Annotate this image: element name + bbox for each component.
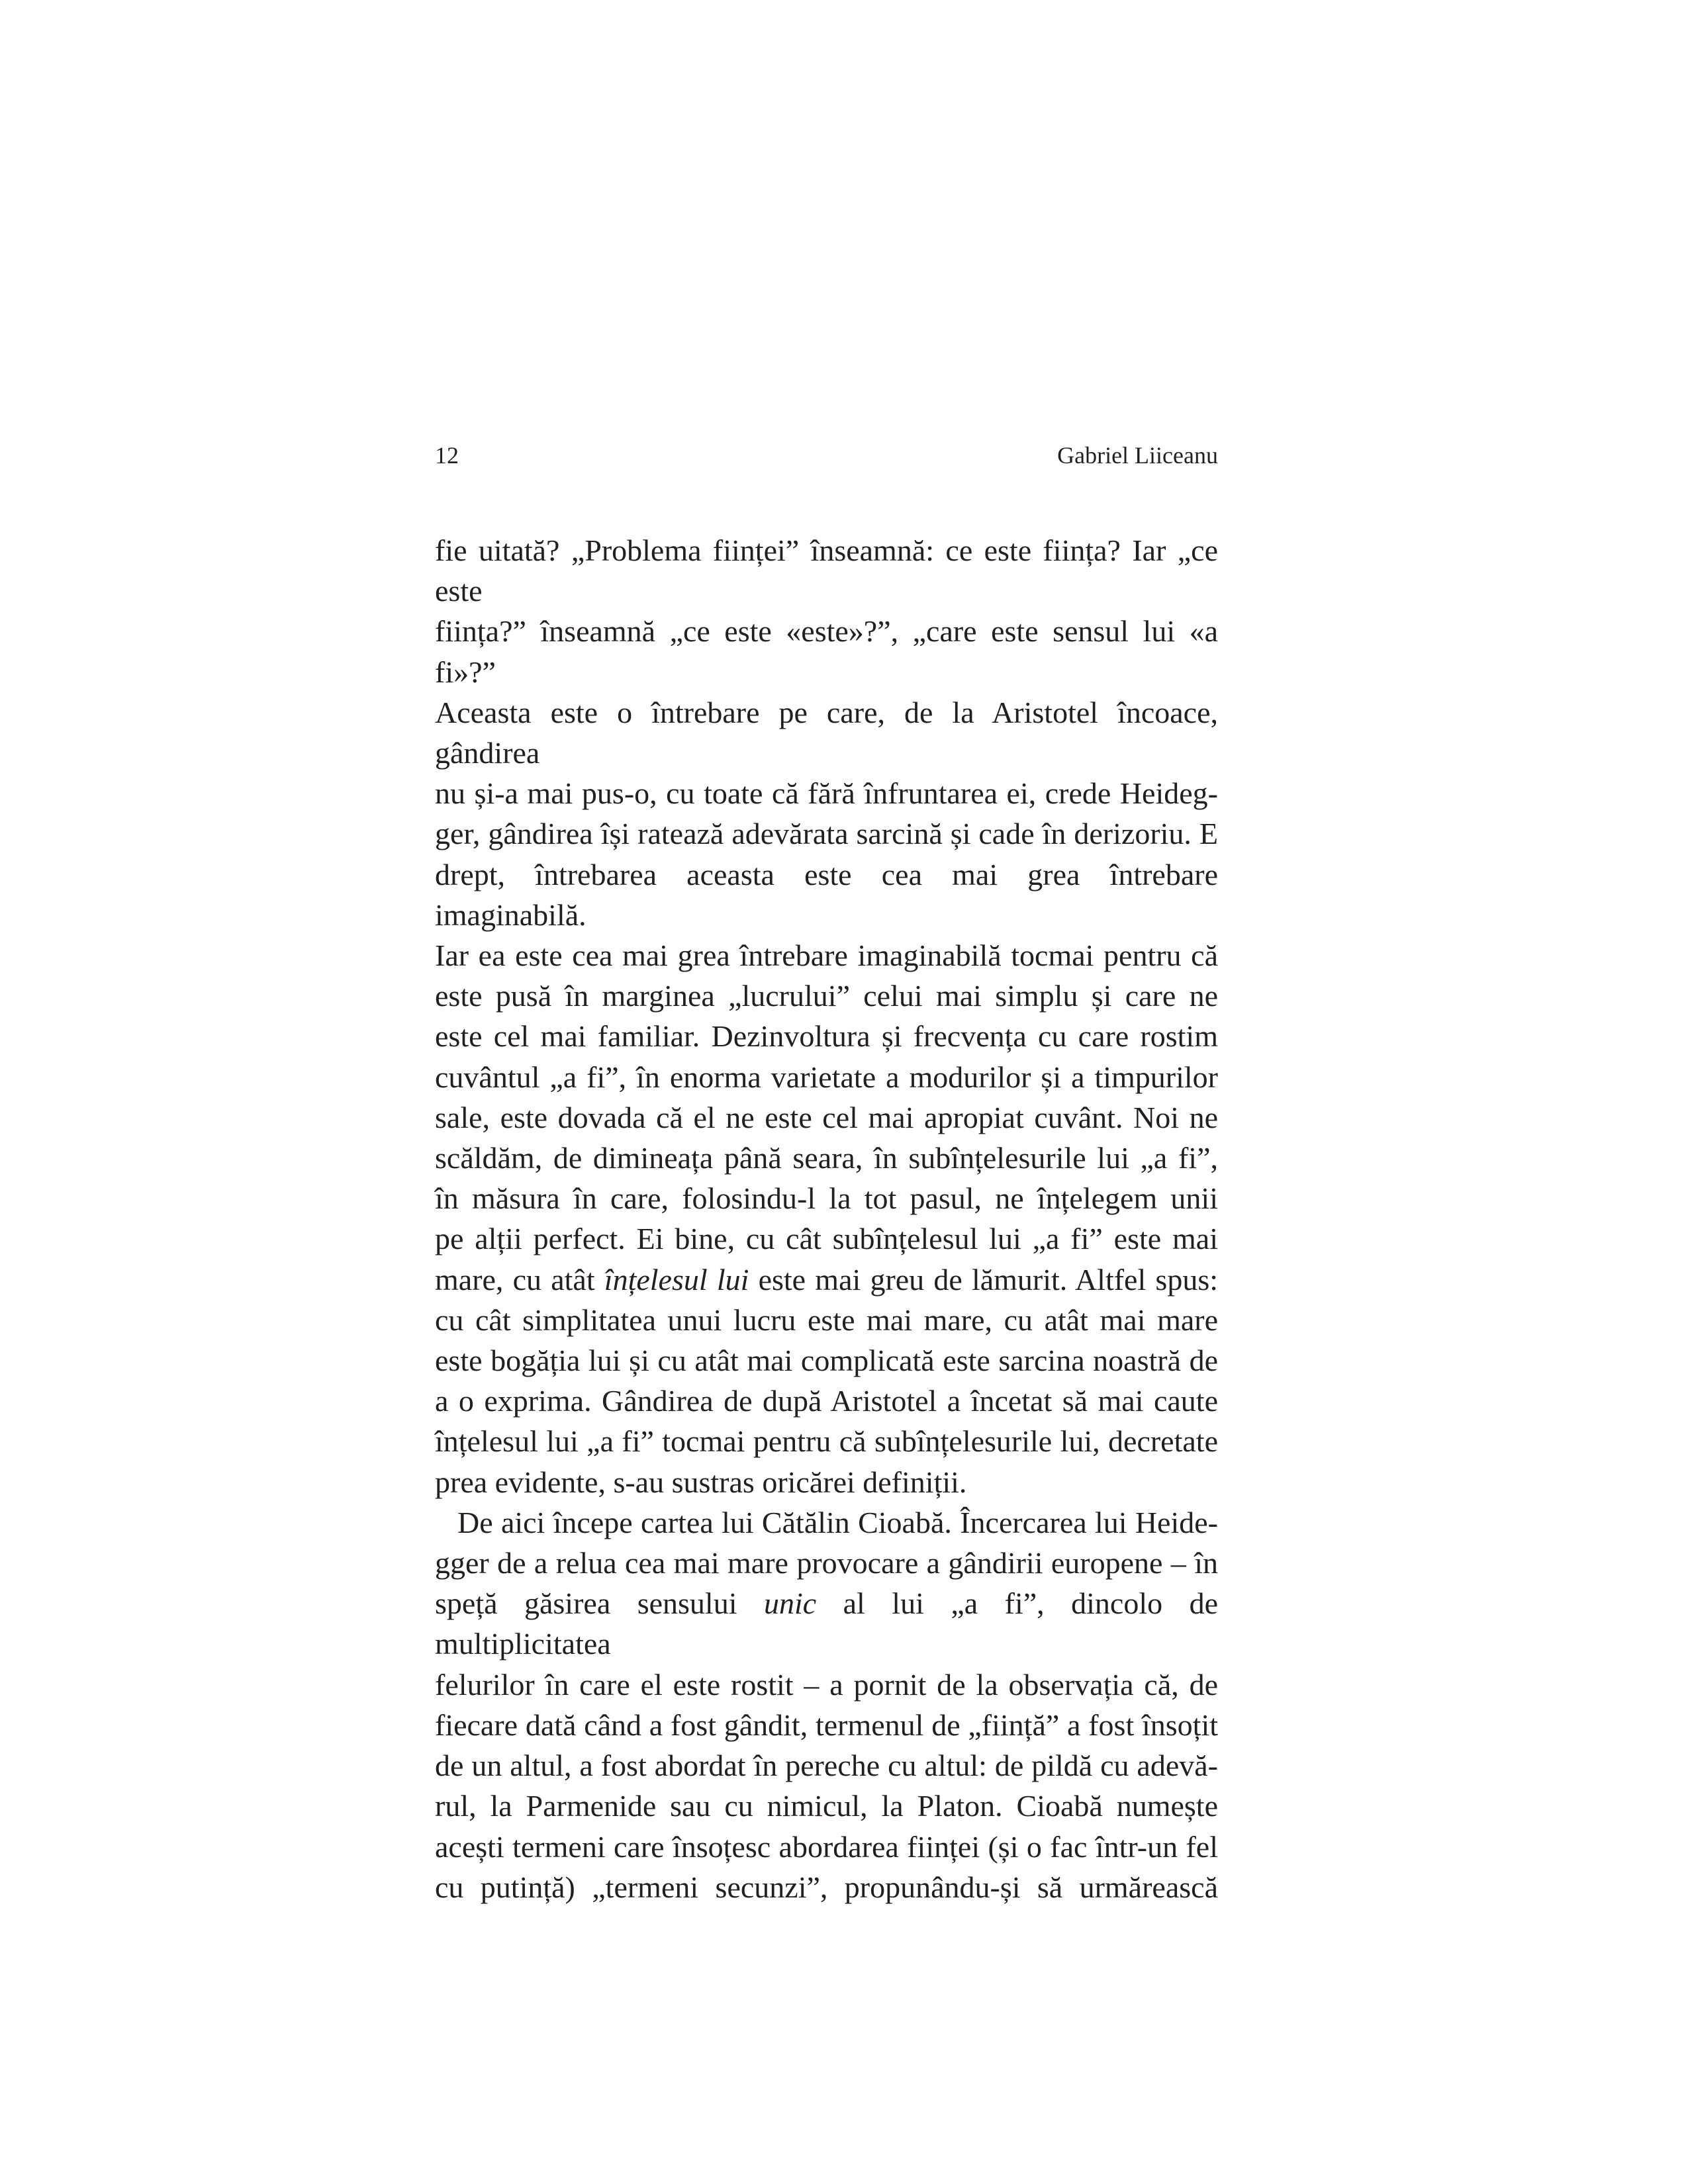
running-header	[435, 443, 1218, 470]
text-line: acești termeni care însoțesc abordarea ființei (și o fac într-un fel	[435, 1829, 1218, 1864]
text-line: este pusă în marginea „lucrului” celui mai simplu și care ne	[435, 979, 1218, 1013]
text-line: scăldăm, de dimineața până seara, în subînțelesurile lui „a fi”,	[435, 1141, 1218, 1175]
text-line: rul, la Parmenide sau cu nimicul, la Platon. Cioabă numește	[435, 1789, 1218, 1823]
text-line: Iar ea este cea mai grea întrebare imaginabilă tocmai pentru că	[435, 938, 1218, 973]
text-line: a o exprima. Gândirea de după Aristotel a încetat să mai caute	[435, 1384, 1218, 1418]
text-line: ger, gândirea își ratează adevărata sarcină și cade în derizoriu. E	[435, 817, 1218, 851]
text-line: fie uitată? „Problema ființei” înseamnă: ce este ființa? Iar „ce este	[435, 533, 1218, 608]
text-line: Aceasta este o întrebare pe care, de la Aristotel încoace, gândirea	[435, 695, 1218, 770]
italic-emphasis: înțelesul lui	[604, 1262, 749, 1297]
text-line: cu cât simplitatea unui lucru este mai mare, cu atât mai mare	[435, 1302, 1218, 1337]
text-line: De aici începe cartea lui Cătălin Cioabă. Încercarea lui Heide-	[457, 1505, 1218, 1539]
text-line: în măsura în care, folosindu-l la tot pasul, ne înțelegem unii	[435, 1181, 1218, 1216]
text-line: gger de a relua cea mai mare provocare a gândirii europene – în	[435, 1546, 1218, 1580]
text-line: felurilor în care el este rostit – a pornit de la observația că, de	[435, 1667, 1218, 1702]
text-line: cuvântul „a fi”, în enorma varietate a modurilor și a timpurilor	[435, 1060, 1218, 1094]
text-segment: este mai greu de lămurit. Altfel spus:	[749, 1262, 1219, 1297]
running-header-author: Gabriel Liiceanu	[1057, 442, 1218, 469]
text-line: înțelesul lui „a fi” tocmai pentru că subînțelesurile lui, decretate	[435, 1424, 1218, 1459]
text-line: ființa?” înseamnă „ce este «este»?”, „care este sensul lui «a fi»?”	[435, 614, 1218, 689]
paragraph-2	[435, 1502, 1218, 1907]
text-segment: al lui „a fi”, dincolo de multiplicitatea	[435, 1586, 1218, 1661]
text-line: sale, este dovada că el ne este cel mai apropiat cuvânt. Noi ne	[435, 1100, 1218, 1134]
text-line: cu putință) „termeni secunzi”, propunându-și să urmărească	[435, 1870, 1218, 1904]
body-text	[435, 530, 1218, 1907]
text-line: pe alții perfect. Ei bine, cu cât subînțelesul lui „a fi” este mai	[435, 1222, 1218, 1256]
text-line: nu și-a mai pus-o, cu toate că fără înfruntarea ei, crede Heideg-	[435, 776, 1218, 811]
text-segment: mare, cu atât	[435, 1262, 604, 1297]
text-line	[435, 1583, 1218, 1664]
text-line: este bogăția lui și cu atât mai complicată este sarcina noastră de	[435, 1343, 1218, 1378]
text-line: prea evidente, s-au sustras oricărei definiții.	[435, 1465, 967, 1499]
paragraph-1	[435, 530, 1218, 1502]
page-number: 12	[435, 442, 459, 469]
text-line: fiecare dată când a fost gândit, termenul de „ființă” a fost însoțit	[435, 1707, 1218, 1742]
text-line: este cel mai familiar. Dezinvoltura și frecvența cu care rostim	[435, 1019, 1218, 1054]
text-line: drept, întrebarea aceasta este cea mai grea întrebare imaginabilă.	[435, 857, 1218, 932]
text-segment: speță găsirea sensului	[435, 1586, 764, 1621]
italic-emphasis: unic	[763, 1586, 817, 1621]
text-line	[435, 1259, 1218, 1300]
text-line: de un altul, a fost abordat în pereche cu altul: de pildă cu adevă-	[435, 1749, 1218, 1783]
